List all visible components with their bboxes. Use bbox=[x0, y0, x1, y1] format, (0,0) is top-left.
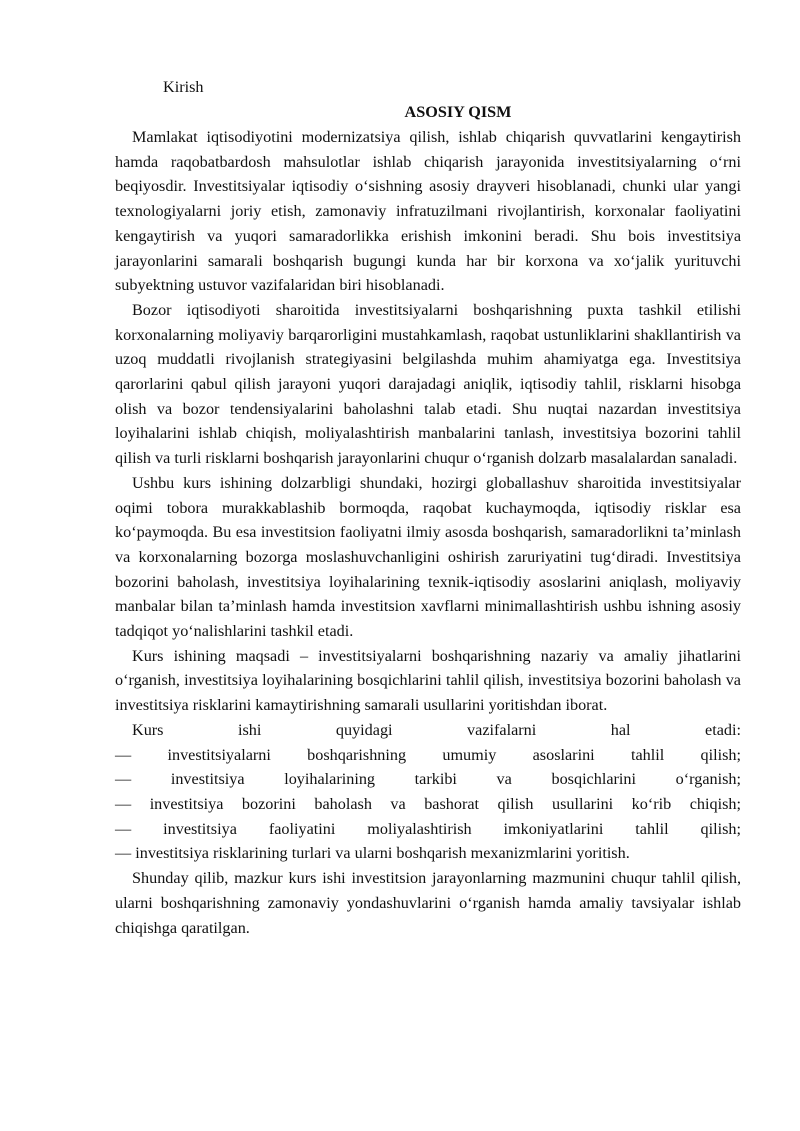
section-title: ASOSIY QISM bbox=[404, 103, 512, 121]
tasks-intro: Kurs ishi quyidagi vazifalarni hal etadi: bbox=[132, 720, 741, 739]
task-item: — investitsiyalarni boshqarishning umumiy asoslarini tahlil qilish; bbox=[115, 745, 741, 764]
paragraph-3: Ushbu kurs ishining dolzarbligi shundaki, hozirgi globallashuv sharoitida investitsiyalar oqimi tobora murakkablashib bormoqda, raqobat kuchaymoqda, iqtisodiy risklar esa ko‘paymoqda. Bu esa investitsion faoliyatni ilmiy asosda boshqarish, samaradorlikni ta’minlash va korxonalarning bozorga moslashuvchanligini oshirish zaruriyatini tug‘diradi. Investitsiya bozorini baholash, investitsiya loyihalarining texnik-iqtisodiy asoslarini aniqlash, moliyaviy manbalar bilan ta’minlash hamda investitsion xavflarni minimallashtirish ushbu ishning asosiy tadqiqot yo‘nalishlarini tashkil etadi. bbox=[115, 473, 741, 641]
paragraph-4: Kurs ishining maqsadi – investitsiyalarni boshqarishning nazariy va amaliy jihatlarini o‘rganish, investitsiya loyihalarining bosqichlarini tahlil qilish, investitsiya bozorini baholash va investitsiya risklarini kamaytirishning samarali usullarini yoritishdan iborat. bbox=[115, 646, 741, 715]
task-item: — investitsiya faoliyatini moliyalashtirish imkoniyatlarini tahlil qilish; bbox=[115, 819, 741, 838]
paragraph-1: Mamlakat iqtisodiyotini modernizatsiya qilish, ishlab chiqarish quvvatlarini kengaytirish hamda raqobatbardosh mahsulotlar ishlab chiqarish jarayonida investitsiyalarning o‘rni beqiyosdir. Investitsiyalar iqtisodiy o‘sishning asosiy drayveri hisoblanadi, chunki ular yangi texnologiyalarni joriy etish, zamonaviy infratuzilmani rivojlantirish, korxonalar faoliyatini kengaytirish va yuqori samaradorlikka erishish imkonini beradi. Shu bois investitsiya jarayonlarini samarali boshqarish bugungi kunda har bir korxona va xo‘jalik yurituvchi subyektning ustuvor vazifalaridan biri hisoblanadi. bbox=[115, 128, 741, 295]
task-item: — investitsiya loyihalarining tarkibi va bosqichlarini o‘rganish; bbox=[115, 770, 741, 789]
paragraph-2: Bozor iqtisodiyoti sharoitida investitsiyalarni boshqarishning puxta tashkil etilishi korxonalarning moliyaviy barqarorligini mustahkamlash, raqobat ustunliklarini shakllantirish va uzoq muddatli rivojlanish strategiyasini belgilashda muhim ahamiyatga ega. Investitsiya qarorlarini qabul qilish jarayoni yuqori darajadagi aniqlik, iqtisodiy tahlil, risklarni hisobga olish va bozor tendensiyalarini baholashni talab etadi. Shu nuqtai nazardan investitsiya loyihalarini ishlab chiqish, moliyalashtirish manbalarini tanlash, investitsiya bozorini tahlil qilish va turli risklarni boshqarish jarayonlarini chuqur o‘rganish dolzarb masalalardan sanaladi. bbox=[115, 300, 741, 468]
document-page bbox=[115, 75, 741, 940]
intro-heading: Kirish bbox=[163, 78, 204, 96]
conclusion-paragraph: Shunday qilib, mazkur kurs ishi investitsion jarayonlarning mazmunini chuqur tahlil qilish, ularni boshqarishning zamonaviy yondashuvlarini o‘rganish hamda amaliy tavsiyalar ishlab chiqishga qaratilgan. bbox=[115, 869, 741, 937]
task-item: — investitsiya risklarining turlari va ularni boshqarish mexanizmlarini yoritish. bbox=[115, 844, 630, 863]
task-item: — investitsiya bozorini baholash va bashorat qilish usullarini ko‘rib chiqish; bbox=[115, 794, 741, 813]
